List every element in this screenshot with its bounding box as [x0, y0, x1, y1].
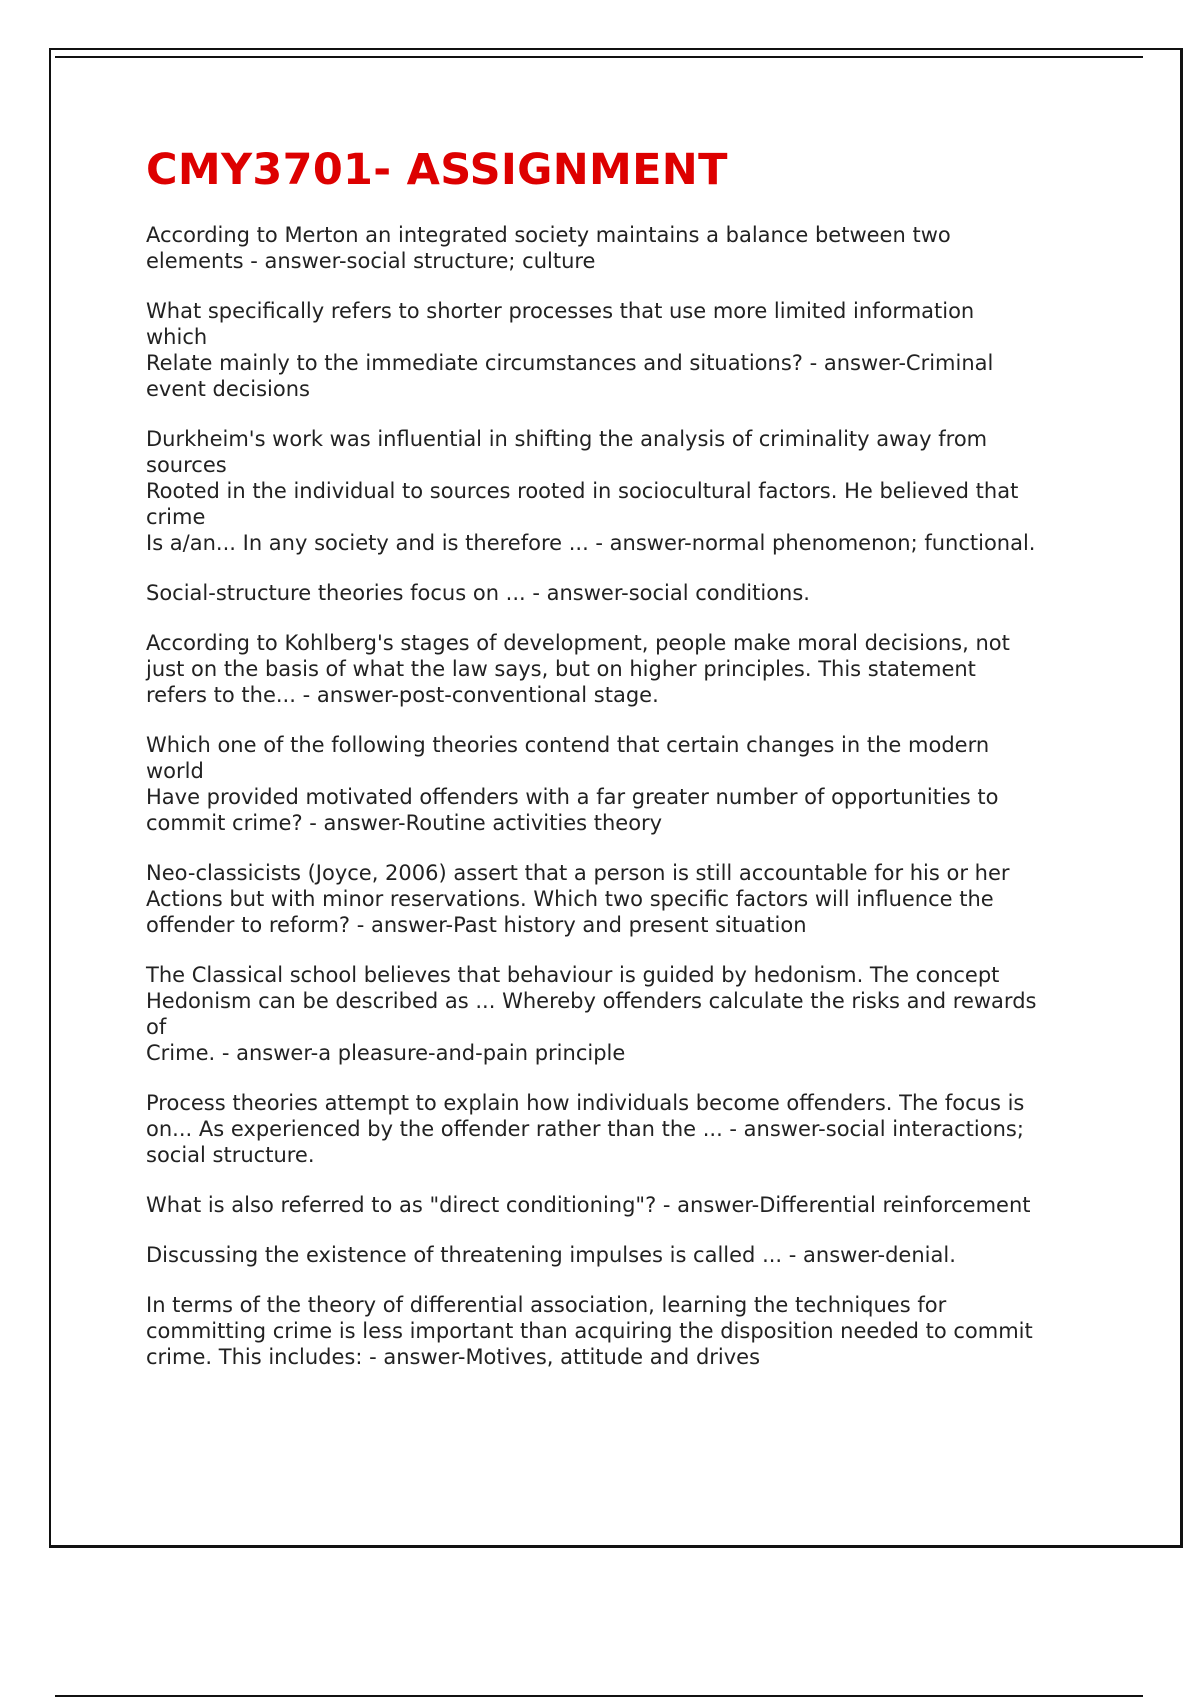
qa-line: According to Kohlberg's stages of development, people make moral decisions, not — [146, 631, 1010, 655]
qa-line: refers to the... - answer-post-conventional stage. — [146, 683, 659, 707]
qa-line: which — [146, 325, 208, 349]
qa-line: Which one of the following theories contend that certain changes in the modern — [146, 733, 990, 757]
qa-item — [146, 426, 1096, 556]
qa-line: Rooted in the individual to sources rooted in sociocultural factors. He believed that — [146, 479, 1019, 503]
qa-line: sources — [146, 453, 227, 477]
qa-line: Have provided motivated offenders with a far greater number of opportunities to — [146, 785, 999, 809]
qa-line: offender to reform? - answer-Past history and present situation — [146, 913, 807, 937]
qa-line: world — [146, 759, 204, 783]
document-content — [146, 144, 1096, 1394]
qa-line: on... As experienced by the offender rather than the ... - answer-social interactions; — [146, 1117, 1024, 1141]
qa-line: event decisions — [146, 377, 310, 401]
qa-item — [146, 1192, 1096, 1218]
qa-item — [146, 630, 1096, 708]
qa-line: Process theories attempt to explain how individuals become offenders. The focus is — [146, 1091, 1025, 1115]
qa-line: What is also referred to as "direct conditioning"? - answer-Differential reinforcement — [146, 1193, 1031, 1217]
qa-line: Relate mainly to the immediate circumstances and situations? - answer-Criminal — [146, 351, 994, 375]
qa-line: committing crime is less important than acquiring the disposition needed to commit — [146, 1319, 1033, 1343]
qa-line: Neo-classicists (Joyce, 2006) assert that a person is still accountable for his or her — [146, 861, 1010, 885]
qa-line: crime. This includes: - answer-Motives, attitude and drives — [146, 1345, 761, 1369]
qa-list — [146, 222, 1096, 1370]
qa-item — [146, 580, 1096, 606]
qa-line: Is a/an... In any society and is therefore ... - answer-normal phenomenon; functional. — [146, 531, 1036, 555]
qa-line: just on the basis of what the law says, but on higher principles. This statement — [146, 657, 976, 681]
qa-line: social structure. — [146, 1143, 315, 1167]
qa-line: Crime. - answer-a pleasure-and-pain principle — [146, 1041, 626, 1065]
bottom-rule — [55, 1695, 1143, 1697]
qa-line: commit crime? - answer-Routine activities theory — [146, 811, 663, 835]
qa-line: of — [146, 1015, 167, 1039]
qa-item — [146, 222, 1096, 274]
qa-line: In terms of the theory of differential association, learning the techniques for — [146, 1293, 947, 1317]
qa-item — [146, 732, 1096, 836]
qa-line: Hedonism can be described as ... Whereby offenders calculate the risks and rewards — [146, 989, 1037, 1013]
document-title: CMY3701- ASSIGNMENT — [146, 145, 728, 195]
qa-line: Durkheim's work was influential in shifting the analysis of criminality away from — [146, 427, 988, 451]
qa-item — [146, 298, 1096, 402]
qa-line: According to Merton an integrated society maintains a balance between two — [146, 223, 951, 247]
qa-line: Discussing the existence of threatening impulses is called ... - answer-denial. — [146, 1243, 956, 1267]
qa-line: What specifically refers to shorter processes that use more limited information — [146, 299, 975, 323]
qa-line: elements - answer-social structure; culture — [146, 249, 596, 273]
qa-item — [146, 860, 1096, 938]
qa-line: Actions but with minor reservations. Which two specific factors will influence the — [146, 887, 994, 911]
qa-line: crime — [146, 505, 206, 529]
qa-line: Social-structure theories focus on ... - answer-social conditions. — [146, 581, 810, 605]
qa-item — [146, 1292, 1096, 1370]
qa-item — [146, 1090, 1096, 1168]
qa-item — [146, 1242, 1096, 1268]
qa-line: The Classical school believes that behaviour is guided by hedonism. The concept — [146, 963, 1000, 987]
qa-item — [146, 962, 1096, 1066]
